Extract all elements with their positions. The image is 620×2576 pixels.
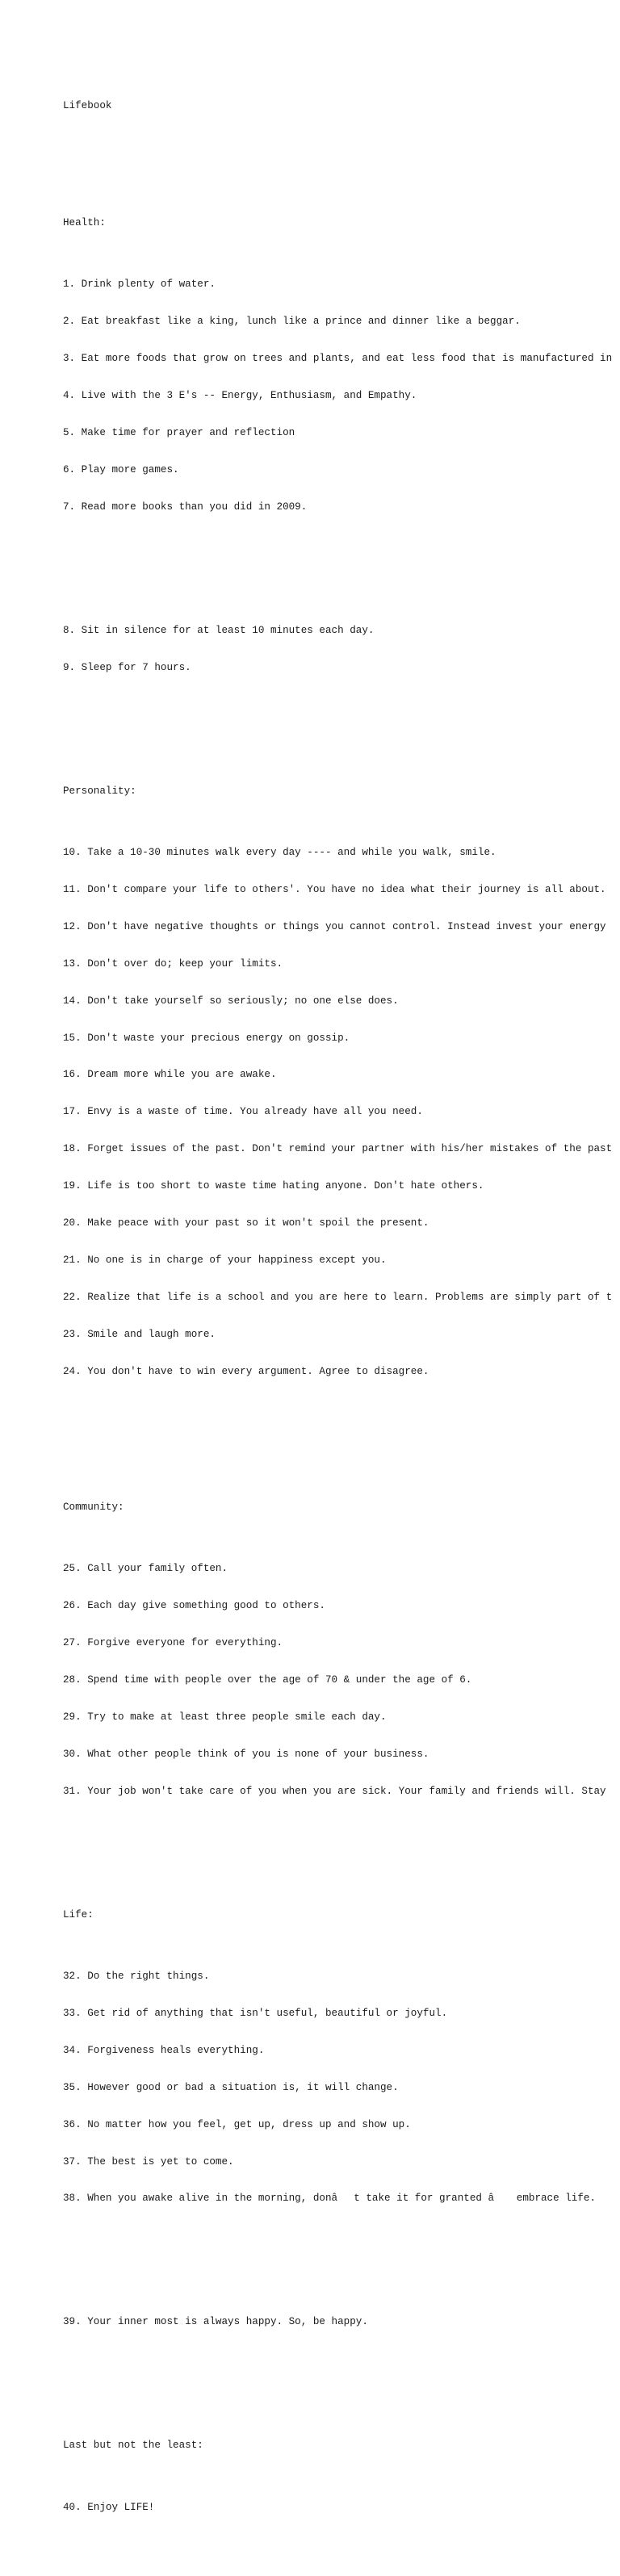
spacer: [63, 563, 620, 575]
list-item: 30. What other people think of you is none of your business.: [63, 1748, 429, 1760]
life-list-b: [63, 2292, 620, 2353]
list-item: 4. Live with the 3 E's -- Energy, Enthusiasm, and Empathy.: [63, 390, 417, 402]
list-item: 24. You don't have to win every argument. Agree to disagree.: [63, 1365, 429, 1377]
list-item: 23. Smile and laugh more.: [63, 1328, 216, 1340]
spacer: [63, 2255, 620, 2267]
list-item: 40. Enjoy LIFE!: [63, 2501, 155, 2513]
list-item: 38. When you awake alive in the morning, donât take it for granted â embrace life.: [63, 2193, 597, 2205]
list-item: 5. Make time for prayer and reflection: [63, 427, 295, 439]
list-item: 21. No one is in charge of your happiness except you.: [63, 1254, 387, 1266]
list-item: 35. However good or bad a situation is, it will change.: [63, 2081, 399, 2093]
list-item: 13. Don't over do; keep your limits.: [63, 957, 283, 970]
list-item: 34. Forgiveness heals everything.: [63, 2044, 265, 2056]
health-list-b: [63, 600, 620, 698]
list-item: 2. Eat breakfast like a king, lunch like a prince and dinner like a beggar.: [63, 316, 521, 328]
list-item: 14. Don't take yourself so seriously; no one else does.: [63, 995, 399, 1007]
list-item: 16. Dream more while you are awake.: [63, 1069, 277, 1081]
list-item: 36. No matter how you feel, get up, dress up and show up.: [63, 2118, 411, 2130]
spacer: [63, 1847, 620, 1859]
list-item: 8. Sit in silence for at least 10 minutes each day.: [63, 624, 375, 636]
list-item: 15. Don't waste your precious energy on gossip.: [63, 1032, 350, 1044]
list-item: 22. Realize that life is a school and you are here to learn. Problems are simply part of t: [63, 1291, 613, 1303]
document-title: Lifebook: [63, 99, 112, 111]
list-item: 3. Eat more foods that grow on trees and plants, and eat less food that is manufactured in: [63, 353, 613, 365]
list-item: 29. Try to make at least three people smile each day.: [63, 1711, 387, 1723]
list-item: 39. Your inner most is always happy. So, be happy.: [63, 2316, 368, 2328]
section-heading-community: Community:: [63, 1501, 124, 1513]
list-item: 26. Each day give something good to others.: [63, 1600, 325, 1612]
personality-list: [63, 823, 620, 1403]
health-list-a: [63, 254, 620, 538]
section-heading-personality: Personality:: [63, 785, 136, 797]
list-item: 11. Don't compare your life to others'. You have no idea what their journey is all about.: [63, 884, 606, 895]
spacer: [63, 1427, 620, 1452]
section-heading-health: Health:: [63, 216, 106, 228]
list-item: 7. Read more books than you did in 2009.: [63, 501, 308, 513]
list-item: 27. Forgive everyone for everything.: [63, 1637, 283, 1649]
list-item: 25. Call your family often.: [63, 1563, 228, 1575]
list-item: 37. The best is yet to come.: [63, 2155, 234, 2168]
spacer: [63, 2378, 620, 2390]
spacer: [63, 137, 620, 168]
list-item: 10. Take a 10-30 minutes walk every day ---- and while you walk, smile.: [63, 847, 496, 859]
list-item: 6. Play more games.: [63, 463, 179, 475]
list-item: 31. Your job won't take care of you when you are sick. Your family and friends will. Stay: [63, 1785, 606, 1797]
document-body: [63, 63, 620, 2576]
last-list: [63, 2477, 620, 2538]
list-item: 28. Spend time with people over the age of 70 & under the age of 6.: [63, 1674, 472, 1686]
section-heading-last: Last but not the least:: [63, 2440, 203, 2452]
list-item: 17. Envy is a waste of time. You already have all you need.: [63, 1106, 423, 1118]
list-item: 19. Life is too short to waste time hating anyone. Don't hate others.: [63, 1180, 484, 1192]
list-item: 18. Forget issues of the past. Don't remind your partner with his/her mistakes of the past: [63, 1143, 613, 1155]
list-item: 12. Don't have negative thoughts or things you cannot control. Instead invest your energy: [63, 920, 606, 932]
life-list-a: [63, 1946, 620, 2230]
list-item: 9. Sleep for 7 hours.: [63, 661, 191, 673]
list-item: 32. Do the right things.: [63, 1971, 210, 1983]
community-list: [63, 1539, 620, 1823]
spacer: [63, 723, 620, 735]
section-heading-life: Life:: [63, 1908, 94, 1920]
list-item: 20. Make peace with your past so it won't spoil the present.: [63, 1217, 429, 1229]
list-item: 1. Drink plenty of water.: [63, 279, 216, 291]
list-item: 33. Get rid of anything that isn't useful, beautiful or joyful.: [63, 2008, 448, 2020]
